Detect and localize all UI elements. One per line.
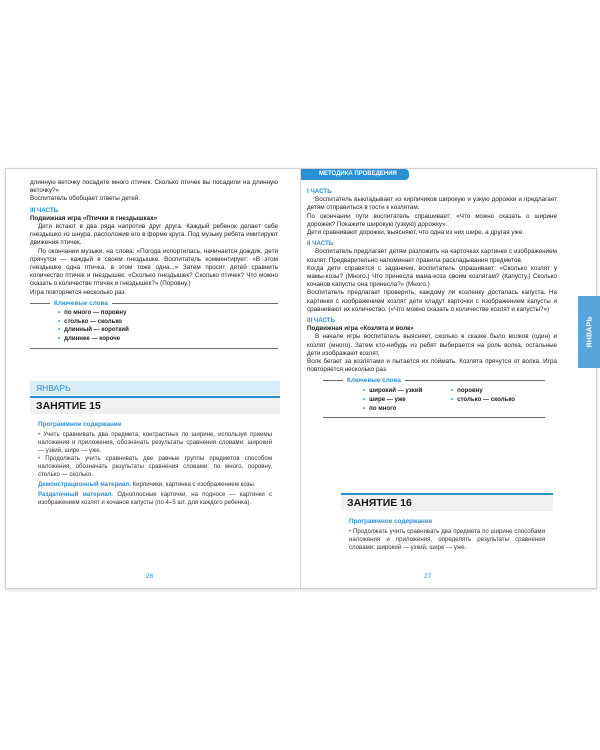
keywords-grid	[323, 386, 545, 413]
lesson-block	[341, 493, 553, 552]
section-heading: III ЧАСТЬ	[307, 317, 336, 325]
right-text-column	[307, 185, 557, 418]
left-page	[6, 169, 300, 588]
paragraph: Когда дети справятся с заданием, воспитатель спрашивает: «Сколько козлят у мамы-козы? (Много.) Что принесла мама-коза своим козлятам? (Капусту.) Сколько кочанов капусты она принесла?» (Много.)	[307, 264, 557, 289]
demo-material	[38, 481, 272, 489]
book-spread	[5, 168, 597, 589]
method-banner: МЕТОДИКА ПРОВЕДЕНИЯ	[301, 169, 409, 180]
paragraph: Воспитатель обобщает ответы детей.	[30, 195, 141, 203]
page-number: 26	[146, 573, 154, 580]
paragraph: Воспитатель предлагает проверить, каждому ли козленку досталась капуста. На картинки с изображением козлят дети кладут карточки с изображением капусты и сравнивают их количество. («Что можно сказать о количестве козлят и капусты?»)	[307, 289, 557, 313]
keywords-title: Ключевые слова	[50, 299, 112, 308]
keywords-list	[30, 309, 278, 344]
paragraph: Игра повторяется несколько раз.	[30, 288, 127, 296]
section-heading: II ЧАСТЬ	[307, 240, 334, 248]
lesson-bullet: • Продолжать учить сравнивать два предмета по ширине способами наложения и приложения, определять результаты сравнения словами: широкий — узкий, шире — уже.	[349, 528, 545, 552]
lesson-bullet: • Продолжать учить сравнивать две равные группы предметов способом наложения, обозначать результаты сравнения словами: по много, поровну, столько — сколько.	[38, 455, 272, 479]
handout-material-text: Одноплосные карточки, на подносе — картинки с изображением козлят и кочанов капусты (по 4–5 шт. для каждого ребенка).	[38, 491, 272, 506]
paragraph: В начале игры воспитатель выясняет, сколько в сказке было волков (один) и козлят (много). Затем кто-нибудь из ребят выбирается на роль волка, остальные дети изображают козлят.	[307, 333, 557, 357]
paragraph: Воспитатель выкладывает из кирпичиков широкую и узкую дорожки и предлагает детям отправиться в гости к козлятам.	[307, 196, 557, 212]
lesson-body	[341, 511, 553, 552]
paragraph: Волк бегает за козлятами и пытается их поймать. Козлята прячутся от волка. Игра повторяется несколько раз.	[307, 358, 557, 374]
month-band: ЯНВАРЬ	[30, 381, 280, 395]
keyword-item: • поровну	[451, 386, 551, 395]
paragraph: По окончании пути воспитатель спрашивает: «Что можно сказать о ширине дорожек? Покажите широкую (узкую) дорожку».	[307, 212, 557, 228]
month-side-tab	[578, 296, 600, 368]
paragraph: длинную веточку посадите много птичек. Сколько птичек вы посадили на длинную веточку?»	[30, 179, 278, 195]
handout-material-label: Раздаточный материал.	[38, 491, 114, 498]
handout-material	[38, 491, 272, 507]
keywords-title: Ключевые слова	[343, 376, 405, 385]
demo-material-text: Кирпичики, картинка с изображением козы.	[132, 481, 256, 488]
section-heading: I ЧАСТЬ	[307, 188, 332, 195]
keyword-item: • столько — сколько	[451, 395, 551, 404]
page-number: 27	[424, 573, 432, 580]
demo-material-label: Демонстрационный материал.	[38, 481, 131, 488]
keyword-item: • по много	[363, 404, 451, 413]
keyword-item: • столько — сколько	[58, 318, 278, 327]
program-heading: Программное содержание	[38, 421, 122, 428]
left-text-column	[30, 179, 278, 349]
lesson-title: ЗАНЯТИЕ 15	[30, 398, 280, 414]
lesson-bullet: • Учить сравнивать два предмета, контрастных по ширине, используя приемы наложения и приложения, обозначать результаты сравнения словами: широкий — узкий, шире — уже.	[38, 431, 272, 455]
right-page	[301, 169, 596, 588]
game-title: Подвижная игра «Козлята и волк»	[307, 325, 414, 333]
keyword-item: • шире — уже	[363, 395, 451, 404]
paragraph: Дети сравнивают дорожки, выясняют, что одна из них шире, а другая уже.	[307, 229, 525, 237]
keywords-box	[30, 299, 278, 349]
keyword-item: • по много — поровну	[58, 309, 278, 318]
month-side-tab-label: ЯНВАРЬ	[586, 316, 594, 348]
paragraph: Воспитатель предлагает детям разложить на карточках картинки с изображением козлят. Предварительно напоминает правила раскладывания предметов.	[307, 248, 557, 264]
keyword-item: • длиннее — короче	[58, 335, 278, 344]
lesson-block	[30, 396, 280, 507]
lesson-title: ЗАНЯТИЕ 16	[341, 495, 553, 511]
keywords-box	[323, 377, 545, 418]
keyword-item: • широкий — узкий	[363, 386, 451, 395]
keyword-item: • длинный — короткий	[58, 326, 278, 335]
section-heading: III ЧАСТЬ	[30, 206, 59, 214]
program-heading: Программное содержание	[349, 518, 433, 525]
paragraph: По окончании музыки, на слова: «Погода испортилась, начинается дождик, дети прячутся — каждый в своем гнездышке. Воспитатель комментирует: «В этом гнездышке одна птичка, в этом тоже одна...» Затем просит детей сравнить количество птичек и гнездышек: «Сколько гнездышек? Сколько птичек? Что можно сказать о количестве птичек и гнездышек?» (Поровну.)	[30, 247, 278, 288]
paragraph: Дети встают в два ряда напротив друг друга. Каждый ребенок делает себе гнездышко из шнура, расположив его в форме круга. Под музыку ребята имитируют движения птичек.	[30, 223, 278, 247]
lesson-body	[30, 414, 280, 507]
game-title: Подвижная игра «Птички в гнездышках»	[30, 214, 158, 222]
